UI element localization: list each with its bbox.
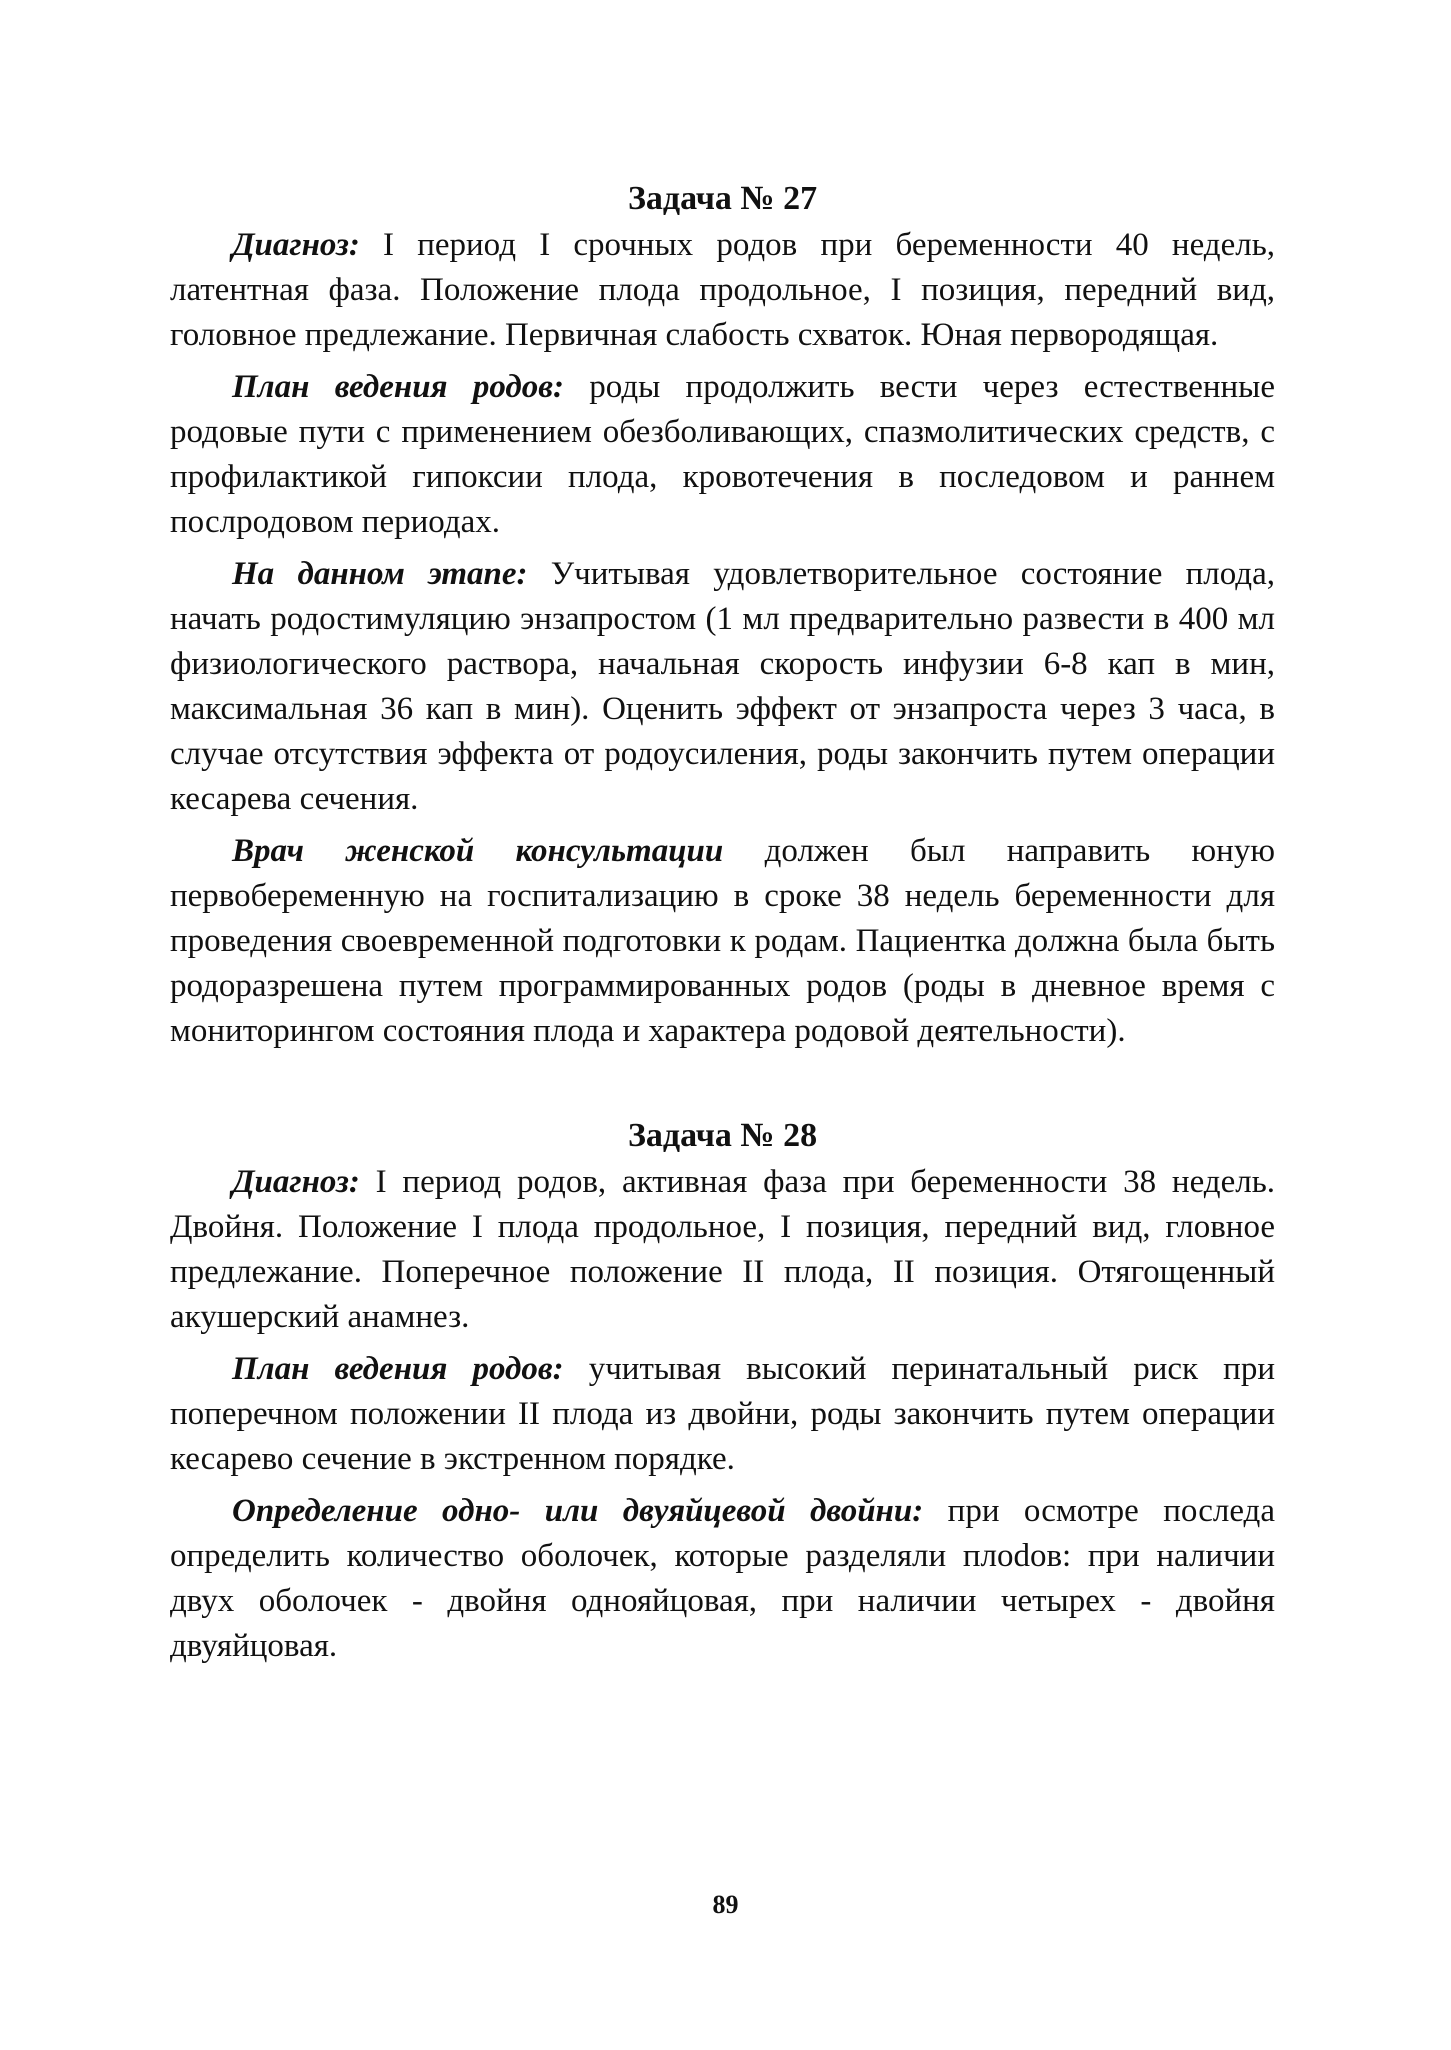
clinic-doctor-paragraph xyxy=(170,829,1275,1054)
task-title: Задача № 28 xyxy=(627,1117,818,1154)
paragraph-text: I период I срочных родов при беременности 40 недель, латентная фаза. Положение плода продольное, I позиция, передний вид, головное предлежание. Первичная слабость схваток. Юная первородящая. xyxy=(170,227,1275,353)
paragraph-text: Учитывая удовлетворительное состояние плода, начать родостимуляцию энзапростом (1 мл предварительно развести в 400 мл физиологического раствора, начальная скорость инфузии 6-8 кап в мин, максимальная 36 кап в мин). Оценить эффект от энзапроста через 3 часа, в случае отсутствия эффекта от родоусиления, роды закончить путем операции кесарева сечения. xyxy=(170,556,1275,817)
paragraph-text: должен был направить юную первобеременную на госпитализацию в сроке 38 недель беременности для проведения своевременной подготовки к родам. Пациентка должна была быть родоразрешена путем программированных родов (роды в дневное время с мониторингом состояния плода и характера родовой деятельности). xyxy=(170,833,1275,1049)
paragraph-text: I период родов, активная фаза при беременности 38 недель. Двойня. Положение I плода продольное, I позиция, передний вид, гловное предлежание. Поперечное положение II плода, II позиция. Отягощенный акушерский анамнез. xyxy=(170,1164,1275,1335)
task-27 xyxy=(170,175,1275,1054)
current-stage-paragraph xyxy=(170,552,1275,822)
document-page xyxy=(170,175,1275,1676)
page-number: 89 xyxy=(712,1890,739,1919)
paragraph-lead: Определение одно- или двуяйцевой двойни: xyxy=(232,1493,924,1529)
paragraph-lead: На данном этапе: xyxy=(232,556,528,592)
paragraph-lead: Диагноз: xyxy=(232,1164,360,1200)
paragraph-text: учитывая высокий перинатальный риск при поперечном положении II плода из двойни, роды закончить путем операции кесарево сечение в экстренном порядке. xyxy=(170,1351,1275,1477)
task-28 xyxy=(170,1112,1275,1669)
paragraph-text: роды продолжить вести через естественные родовые пути с применением обезболивающих, спазмолитических средств, с профилактикой гипоксии плода, кровотечения в последовом и раннем послродовом периодах. xyxy=(170,369,1275,540)
paragraph-lead: План ведения родов: xyxy=(232,1351,564,1387)
paragraph-lead: Диагноз: xyxy=(232,227,360,263)
diagnosis-paragraph xyxy=(170,1160,1275,1340)
twin-type-paragraph xyxy=(170,1489,1275,1669)
paragraph-lead: Врач женской консультации xyxy=(232,833,724,869)
delivery-plan-paragraph xyxy=(170,365,1275,545)
paragraph-text: при осмотре последа определить количество оболочек, которые разделяли плоdов: при наличии двух оболочек - двойня однояйцовая, при наличии четырех - двойня двуяйцовая. xyxy=(170,1493,1275,1664)
task-title: Задача № 27 xyxy=(627,180,818,217)
delivery-plan-paragraph xyxy=(170,1347,1275,1482)
diagnosis-paragraph xyxy=(170,223,1275,358)
paragraph-lead: План ведения родов: xyxy=(232,369,564,405)
